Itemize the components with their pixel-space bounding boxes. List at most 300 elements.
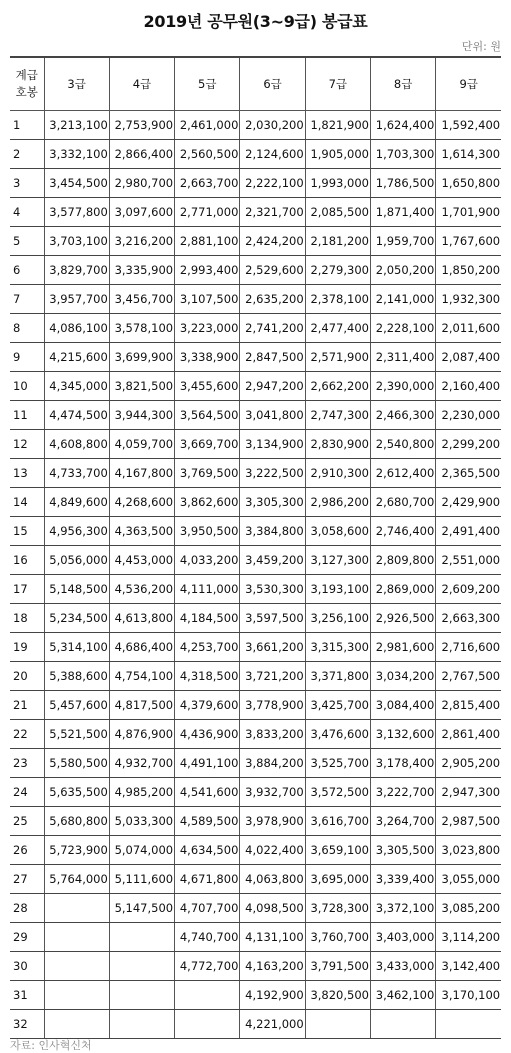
salary-cell	[44, 981, 109, 1010]
table-row	[10, 923, 501, 952]
table-row	[10, 1010, 501, 1039]
salary-cell: 2,947,200	[240, 372, 305, 401]
salary-cell: 4,033,200	[175, 546, 240, 575]
table-row	[10, 865, 501, 894]
salary-cell: 4,634,500	[175, 836, 240, 865]
salary-cell: 4,167,800	[109, 459, 174, 488]
table-row	[10, 720, 501, 749]
salary-cell: 2,311,400	[370, 343, 435, 372]
salary-cell: 4,956,300	[44, 517, 109, 546]
salary-cell: 2,981,600	[370, 633, 435, 662]
salary-cell: 3,597,500	[240, 604, 305, 633]
salary-cell: 4,215,600	[44, 343, 109, 372]
salary-cell: 5,234,500	[44, 604, 109, 633]
salary-cell: 2,050,200	[370, 256, 435, 285]
salary-cell: 3,384,800	[240, 517, 305, 546]
salary-cell: 2,986,200	[305, 488, 370, 517]
table-row	[10, 981, 501, 1010]
page-title: 2019년 공무원(3~9급) 봉급표	[143, 12, 368, 31]
salary-cell: 3,222,700	[370, 778, 435, 807]
salary-cell: 3,944,300	[109, 401, 174, 430]
salary-cell: 4,932,700	[109, 749, 174, 778]
salary-cell: 2,378,100	[305, 285, 370, 314]
salary-cell: 2,869,000	[370, 575, 435, 604]
salary-cell: 4,608,800	[44, 430, 109, 459]
salary-cell: 3,454,500	[44, 169, 109, 198]
salary-cell: 4,754,100	[109, 662, 174, 691]
salary-cell: 4,536,200	[109, 575, 174, 604]
step-cell: 18	[10, 604, 44, 633]
table-row	[10, 517, 501, 546]
grade-header: 5급	[175, 57, 240, 111]
salary-cell: 5,764,000	[44, 865, 109, 894]
salary-cell: 4,184,500	[175, 604, 240, 633]
step-cell: 24	[10, 778, 44, 807]
salary-cell: 4,541,600	[175, 778, 240, 807]
table-row	[10, 807, 501, 836]
salary-cell: 2,741,200	[240, 314, 305, 343]
salary-cell: 3,820,500	[305, 981, 370, 1010]
step-cell: 16	[10, 546, 44, 575]
table-row	[10, 314, 501, 343]
step-cell: 23	[10, 749, 44, 778]
salary-cell: 1,905,000	[305, 140, 370, 169]
table-row	[10, 778, 501, 807]
step-cell: 17	[10, 575, 44, 604]
table-row	[10, 662, 501, 691]
salary-cell: 2,160,400	[436, 372, 501, 401]
salary-cell: 3,305,300	[240, 488, 305, 517]
salary-cell: 5,521,500	[44, 720, 109, 749]
step-cell: 12	[10, 430, 44, 459]
salary-cell	[44, 923, 109, 952]
step-cell: 10	[10, 372, 44, 401]
salary-cell	[44, 1010, 109, 1039]
step-cell: 25	[10, 807, 44, 836]
step-cell: 7	[10, 285, 44, 314]
salary-cell: 3,425,700	[305, 691, 370, 720]
salary-table	[10, 56, 501, 1039]
salary-cell: 2,429,900	[436, 488, 501, 517]
salary-cell: 5,314,100	[44, 633, 109, 662]
salary-cell: 3,721,200	[240, 662, 305, 691]
salary-cell: 2,321,700	[240, 198, 305, 227]
salary-cell	[44, 894, 109, 923]
salary-cell: 5,680,800	[44, 807, 109, 836]
salary-cell: 3,372,100	[370, 894, 435, 923]
salary-cell: 3,791,500	[305, 952, 370, 981]
step-cell: 9	[10, 343, 44, 372]
salary-cell: 3,950,500	[175, 517, 240, 546]
table-row	[10, 952, 501, 981]
grade-header: 7급	[305, 57, 370, 111]
salary-cell: 1,592,400	[436, 111, 501, 140]
salary-cell: 1,701,900	[436, 198, 501, 227]
salary-cell: 4,772,700	[175, 952, 240, 981]
salary-cell: 3,193,100	[305, 575, 370, 604]
salary-cell: 2,905,200	[436, 749, 501, 778]
salary-cell: 5,635,500	[44, 778, 109, 807]
corner-header	[10, 57, 44, 111]
salary-cell: 2,815,400	[436, 691, 501, 720]
salary-cell: 5,580,500	[44, 749, 109, 778]
table-row	[10, 111, 501, 140]
salary-cell: 3,256,100	[305, 604, 370, 633]
salary-cell: 5,723,900	[44, 836, 109, 865]
salary-cell: 3,134,900	[240, 430, 305, 459]
salary-cell: 4,985,200	[109, 778, 174, 807]
table-row	[10, 343, 501, 372]
salary-cell: 3,932,700	[240, 778, 305, 807]
salary-cell: 2,141,000	[370, 285, 435, 314]
salary-cell: 4,163,200	[240, 952, 305, 981]
salary-cell: 4,589,500	[175, 807, 240, 836]
salary-cell: 3,023,800	[436, 836, 501, 865]
salary-cell: 2,609,200	[436, 575, 501, 604]
salary-cell: 2,662,200	[305, 372, 370, 401]
salary-cell: 2,910,300	[305, 459, 370, 488]
salary-cell: 5,147,500	[109, 894, 174, 923]
salary-cell: 4,318,500	[175, 662, 240, 691]
step-cell: 15	[10, 517, 44, 546]
salary-cell: 2,461,000	[175, 111, 240, 140]
salary-cell: 2,987,500	[436, 807, 501, 836]
salary-cell: 3,338,900	[175, 343, 240, 372]
table-row	[10, 488, 501, 517]
salary-cell: 2,947,300	[436, 778, 501, 807]
salary-cell: 3,335,900	[109, 256, 174, 285]
table-row	[10, 836, 501, 865]
salary-cell: 2,635,200	[240, 285, 305, 314]
salary-cell	[109, 981, 174, 1010]
step-cell: 8	[10, 314, 44, 343]
step-cell: 3	[10, 169, 44, 198]
salary-cell: 5,148,500	[44, 575, 109, 604]
salary-cell: 3,476,600	[305, 720, 370, 749]
salary-cell: 2,866,400	[109, 140, 174, 169]
salary-cell: 3,127,300	[305, 546, 370, 575]
source-note: 자료: 인사혁신처	[10, 1039, 92, 1052]
salary-cell: 3,572,500	[305, 778, 370, 807]
salary-cell: 2,993,400	[175, 256, 240, 285]
salary-cell: 1,703,300	[370, 140, 435, 169]
salary-cell	[370, 1010, 435, 1039]
salary-cell: 2,222,100	[240, 169, 305, 198]
salary-cell: 3,530,300	[240, 575, 305, 604]
grade-header: 9급	[436, 57, 501, 111]
salary-cell: 3,041,800	[240, 401, 305, 430]
salary-cell: 2,571,900	[305, 343, 370, 372]
salary-cell: 3,332,100	[44, 140, 109, 169]
salary-cell: 3,769,500	[175, 459, 240, 488]
salary-cell: 2,424,200	[240, 227, 305, 256]
salary-cell: 2,011,600	[436, 314, 501, 343]
salary-cell: 3,578,100	[109, 314, 174, 343]
salary-cell: 3,084,400	[370, 691, 435, 720]
salary-cell: 4,740,700	[175, 923, 240, 952]
table-row	[10, 372, 501, 401]
salary-cell: 3,371,800	[305, 662, 370, 691]
step-cell: 4	[10, 198, 44, 227]
salary-cell: 4,491,100	[175, 749, 240, 778]
salary-cell: 3,403,000	[370, 923, 435, 952]
step-cell: 29	[10, 923, 44, 952]
salary-cell: 4,849,600	[44, 488, 109, 517]
salary-cell: 5,056,000	[44, 546, 109, 575]
salary-cell: 3,433,000	[370, 952, 435, 981]
salary-cell: 3,085,200	[436, 894, 501, 923]
salary-cell: 4,363,500	[109, 517, 174, 546]
salary-cell: 2,771,000	[175, 198, 240, 227]
salary-cell: 5,111,600	[109, 865, 174, 894]
salary-cell: 4,253,700	[175, 633, 240, 662]
step-cell: 11	[10, 401, 44, 430]
grade-header: 4급	[109, 57, 174, 111]
salary-cell: 2,663,300	[436, 604, 501, 633]
salary-cell: 2,560,500	[175, 140, 240, 169]
salary-cell: 4,707,700	[175, 894, 240, 923]
salary-cell: 3,055,000	[436, 865, 501, 894]
table-row	[10, 459, 501, 488]
table-row	[10, 140, 501, 169]
salary-cell: 3,957,700	[44, 285, 109, 314]
salary-cell: 4,436,900	[175, 720, 240, 749]
salary-cell: 3,577,800	[44, 198, 109, 227]
salary-cell: 4,453,000	[109, 546, 174, 575]
salary-cell: 5,388,600	[44, 662, 109, 691]
salary-cell: 4,022,400	[240, 836, 305, 865]
table-row	[10, 227, 501, 256]
step-cell: 22	[10, 720, 44, 749]
salary-cell: 4,817,500	[109, 691, 174, 720]
salary-cell: 2,228,100	[370, 314, 435, 343]
salary-cell: 2,466,300	[370, 401, 435, 430]
salary-cell: 3,107,500	[175, 285, 240, 314]
salary-cell: 3,525,700	[305, 749, 370, 778]
step-cell: 19	[10, 633, 44, 662]
salary-cell: 2,767,500	[436, 662, 501, 691]
salary-cell: 4,379,600	[175, 691, 240, 720]
salary-cell: 3,821,500	[109, 372, 174, 401]
unit-label: 단위: 원	[461, 40, 501, 53]
table-row	[10, 691, 501, 720]
salary-cell: 2,491,400	[436, 517, 501, 546]
salary-cell: 2,716,600	[436, 633, 501, 662]
step-cell: 32	[10, 1010, 44, 1039]
salary-cell: 3,178,400	[370, 749, 435, 778]
salary-cell: 4,192,900	[240, 981, 305, 1010]
salary-cell: 2,085,500	[305, 198, 370, 227]
step-cell: 6	[10, 256, 44, 285]
salary-cell: 2,830,900	[305, 430, 370, 459]
step-cell: 20	[10, 662, 44, 691]
salary-cell: 4,131,100	[240, 923, 305, 952]
salary-cell: 4,268,600	[109, 488, 174, 517]
salary-cell: 2,980,700	[109, 169, 174, 198]
salary-cell: 2,753,900	[109, 111, 174, 140]
salary-cell: 3,978,900	[240, 807, 305, 836]
salary-cell: 3,829,700	[44, 256, 109, 285]
corner-header-grade: 계급	[15, 68, 38, 82]
salary-cell: 3,695,000	[305, 865, 370, 894]
table-header-row	[10, 57, 501, 111]
salary-cell: 4,086,100	[44, 314, 109, 343]
table-row	[10, 430, 501, 459]
salary-cell: 2,540,800	[370, 430, 435, 459]
salary-cell: 3,216,200	[109, 227, 174, 256]
table-body	[10, 111, 501, 1039]
salary-cell: 4,671,800	[175, 865, 240, 894]
grade-header: 6급	[240, 57, 305, 111]
salary-cell: 2,279,300	[305, 256, 370, 285]
salary-cell: 3,703,100	[44, 227, 109, 256]
salary-cell: 1,650,800	[436, 169, 501, 198]
salary-cell: 3,339,400	[370, 865, 435, 894]
grade-header: 3급	[44, 57, 109, 111]
salary-cell: 2,847,500	[240, 343, 305, 372]
salary-cell: 1,821,900	[305, 111, 370, 140]
salary-cell: 2,299,200	[436, 430, 501, 459]
salary-cell: 3,223,000	[175, 314, 240, 343]
step-cell: 14	[10, 488, 44, 517]
salary-cell: 2,926,500	[370, 604, 435, 633]
salary-cell: 4,098,500	[240, 894, 305, 923]
salary-cell: 3,669,700	[175, 430, 240, 459]
salary-cell: 4,733,700	[44, 459, 109, 488]
salary-cell: 5,074,000	[109, 836, 174, 865]
salary-cell: 3,034,200	[370, 662, 435, 691]
salary-cell: 3,699,900	[109, 343, 174, 372]
salary-cell: 4,345,000	[44, 372, 109, 401]
salary-cell: 3,142,400	[436, 952, 501, 981]
salary-cell: 3,862,600	[175, 488, 240, 517]
salary-cell: 4,876,900	[109, 720, 174, 749]
table-row	[10, 633, 501, 662]
step-cell: 13	[10, 459, 44, 488]
table-row	[10, 401, 501, 430]
salary-cell: 3,564,500	[175, 401, 240, 430]
step-cell: 21	[10, 691, 44, 720]
salary-cell: 1,932,300	[436, 285, 501, 314]
salary-cell: 2,124,600	[240, 140, 305, 169]
salary-cell: 4,059,700	[109, 430, 174, 459]
salary-cell: 2,881,100	[175, 227, 240, 256]
salary-cell: 4,474,500	[44, 401, 109, 430]
salary-cell: 1,786,500	[370, 169, 435, 198]
salary-cell: 1,614,300	[436, 140, 501, 169]
salary-cell: 4,613,800	[109, 604, 174, 633]
salary-cell: 4,686,400	[109, 633, 174, 662]
salary-cell: 4,221,000	[240, 1010, 305, 1039]
salary-cell: 2,365,500	[436, 459, 501, 488]
table-row	[10, 749, 501, 778]
salary-cell: 1,767,600	[436, 227, 501, 256]
salary-cell: 3,097,600	[109, 198, 174, 227]
step-cell: 26	[10, 836, 44, 865]
salary-cell: 3,170,100	[436, 981, 501, 1010]
table-row	[10, 575, 501, 604]
salary-cell: 3,459,200	[240, 546, 305, 575]
salary-cell: 2,030,200	[240, 111, 305, 140]
salary-cell: 2,680,700	[370, 488, 435, 517]
salary-cell: 3,132,600	[370, 720, 435, 749]
salary-cell: 3,058,600	[305, 517, 370, 546]
salary-cell: 1,624,400	[370, 111, 435, 140]
salary-cell: 2,477,400	[305, 314, 370, 343]
salary-cell: 3,778,900	[240, 691, 305, 720]
salary-cell: 2,551,000	[436, 546, 501, 575]
salary-cell: 3,833,200	[240, 720, 305, 749]
table-row	[10, 604, 501, 633]
salary-cell	[175, 1010, 240, 1039]
salary-cell: 2,663,700	[175, 169, 240, 198]
step-cell: 2	[10, 140, 44, 169]
step-cell: 28	[10, 894, 44, 923]
salary-cell: 4,111,000	[175, 575, 240, 604]
salary-cell: 3,760,700	[305, 923, 370, 952]
salary-cell: 5,033,300	[109, 807, 174, 836]
salary-cell: 1,959,700	[370, 227, 435, 256]
step-cell: 31	[10, 981, 44, 1010]
salary-cell: 3,455,600	[175, 372, 240, 401]
table-row	[10, 256, 501, 285]
table-row	[10, 546, 501, 575]
salary-cell: 3,616,700	[305, 807, 370, 836]
salary-cell: 3,456,700	[109, 285, 174, 314]
salary-cell: 3,315,300	[305, 633, 370, 662]
salary-cell	[305, 1010, 370, 1039]
salary-cell: 2,181,200	[305, 227, 370, 256]
salary-cell: 3,264,700	[370, 807, 435, 836]
salary-cell: 2,529,600	[240, 256, 305, 285]
salary-cell	[109, 1010, 174, 1039]
salary-cell	[175, 981, 240, 1010]
step-cell: 5	[10, 227, 44, 256]
salary-cell: 2,230,000	[436, 401, 501, 430]
salary-cell: 1,871,400	[370, 198, 435, 227]
salary-cell: 5,457,600	[44, 691, 109, 720]
salary-cell: 2,087,400	[436, 343, 501, 372]
salary-cell: 4,063,800	[240, 865, 305, 894]
salary-cell: 3,661,200	[240, 633, 305, 662]
step-cell: 30	[10, 952, 44, 981]
salary-cell: 3,305,500	[370, 836, 435, 865]
salary-cell: 3,213,100	[44, 111, 109, 140]
table-row	[10, 285, 501, 314]
salary-cell	[109, 923, 174, 952]
salary-cell: 3,728,300	[305, 894, 370, 923]
salary-cell: 3,222,500	[240, 459, 305, 488]
step-cell: 1	[10, 111, 44, 140]
salary-cell: 2,747,300	[305, 401, 370, 430]
salary-cell	[436, 1010, 501, 1039]
salary-cell: 2,612,400	[370, 459, 435, 488]
salary-cell: 2,390,000	[370, 372, 435, 401]
table-row	[10, 894, 501, 923]
salary-cell: 2,861,400	[436, 720, 501, 749]
grade-header: 8급	[370, 57, 435, 111]
salary-cell: 3,114,200	[436, 923, 501, 952]
salary-cell	[44, 952, 109, 981]
salary-cell: 2,809,800	[370, 546, 435, 575]
salary-cell: 1,850,200	[436, 256, 501, 285]
table-row	[10, 198, 501, 227]
salary-cell	[109, 952, 174, 981]
step-cell: 27	[10, 865, 44, 894]
salary-cell: 2,746,400	[370, 517, 435, 546]
salary-cell: 3,884,200	[240, 749, 305, 778]
salary-cell: 1,993,000	[305, 169, 370, 198]
